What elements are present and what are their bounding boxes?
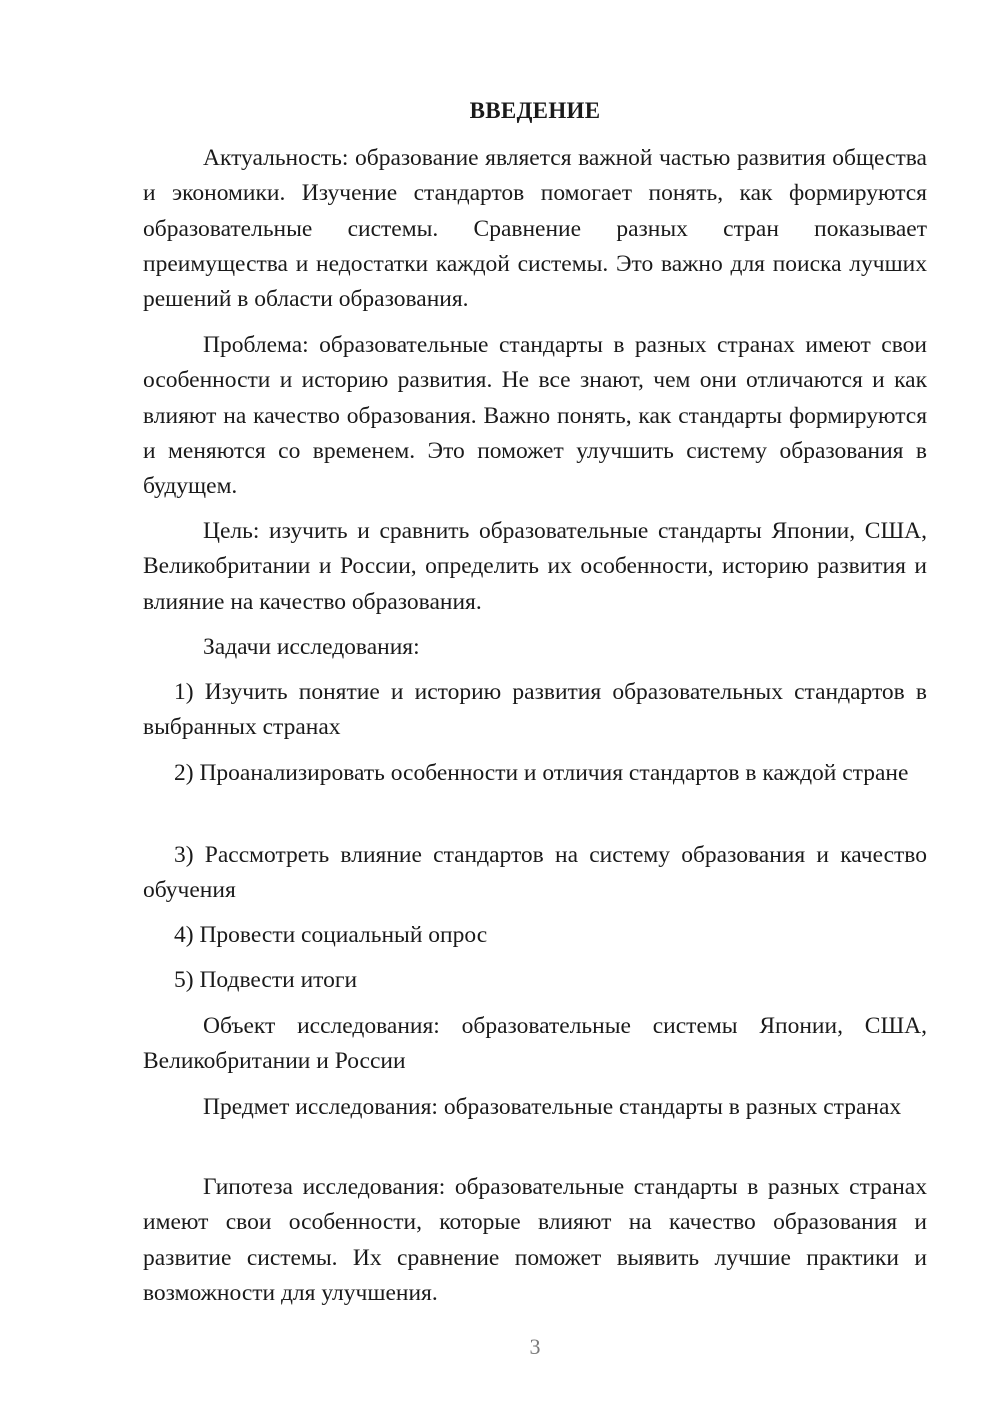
hypothesis-paragraph: Гипотеза исследования: образовательные стандарты в разных странах имеют свои особенности, которые влияют на качество образования и развитие системы. Их сравнение поможет выявить лучшие практики и возможности для улучшения.	[143, 1174, 927, 1306]
relevance-paragraph: Актуальность: образование является важной частью развития общества и экономики. Изучение стандартов помогает понять, как формируются образовательные системы. Сравнение разных стран показывает преимущества и недостатки каждой системы. Это важно для поиска лучших решений в области образования.	[143, 145, 927, 313]
document-page	[143, 0, 927, 1414]
object-paragraph: Объект исследования: образовательные системы Японии, США, Великобритании и России	[143, 1013, 927, 1075]
goal-paragraph: Цель: изучить и сравнить образовательные стандарты Японии, США, Великобритании и России, определить их особенности, историю развития и влияние на качество образования.	[143, 518, 927, 615]
section-title: ВВЕДЕНИЕ	[469, 98, 601, 123]
page-number: 3	[529, 1334, 541, 1359]
task-item-2: 2) Проанализировать особенности и отличия стандартов в каждой стране	[174, 760, 909, 786]
subject-paragraph: Предмет исследования: образовательные стандарты в разных странах	[203, 1094, 902, 1120]
task-item-4: 4) Провести социальный опрос	[174, 922, 488, 948]
task-item-3: 3) Рассмотреть влияние стандартов на систему образования и качество обучения	[143, 842, 927, 904]
tasks-heading: Задачи исследования:	[203, 634, 420, 660]
task-item-5: 5) Подвести итоги	[174, 967, 358, 993]
task-item-1: 1) Изучить понятие и историю развития образовательных стандартов в выбранных странах	[143, 679, 927, 741]
problem-paragraph: Проблема: образовательные стандарты в разных странах имеют свои особенности и историю развития. Не все знают, чем они отличаются и как влияют на качество образования. Важно понять, как стандарты формируются и меняются со временем. Это поможет улучшить систему образования в будущем.	[143, 332, 927, 500]
